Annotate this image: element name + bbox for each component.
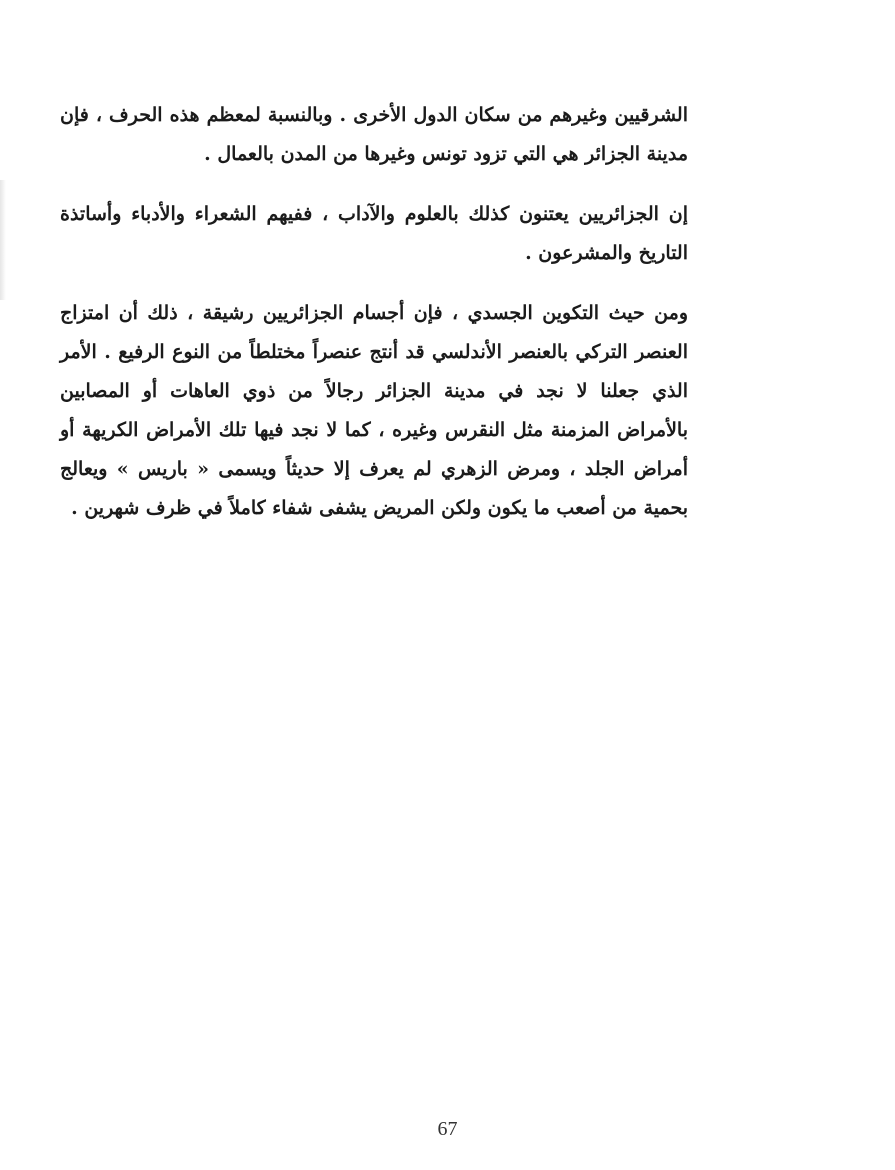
page-number: 67 <box>437 1118 458 1140</box>
paragraph-1: الشرقيين وغيرهم من سكان الدول الأخرى . وبالنسبة لمعظم هذه الحرف ، فإن مدينة الجزائر هي التي تزود تونس وغيرها من المدن بالعمال . <box>60 104 688 165</box>
body-text <box>60 96 688 528</box>
page-edge-shadow <box>0 180 6 300</box>
paragraph-3: ومن حيث التكوين الجسدي ، فإن أجسام الجزائريين رشيقة ، ذلك أن امتزاج العنصر التركي بالعنصر الأندلسي قد أنتج عنصراً مختلطاً من النوع الرفيع . الأمر الذي جعلنا لا نجد في مدينة الجزائر رجالاً من ذوي العاهات أو المصابين بالأمراض المزمنة مثل النقرس وغيره ، كما لا نجد فيها تلك الأمراض الكريهة أو أمراض الجلد ، ومرض الزهري لم يعرف إلا حديثاً ويسمى « باريس » ويعالج بحمية من أصعب ما يكون ولكن المريض يشفى شفاء كاملاً في ظرف شهرين . <box>60 302 688 519</box>
paragraph-2: إن الجزائريين يعتنون كذلك بالعلوم والآداب ، ففيهم الشعراء والأدباء وأساتذة التاريخ والمشرعون . <box>60 203 688 264</box>
